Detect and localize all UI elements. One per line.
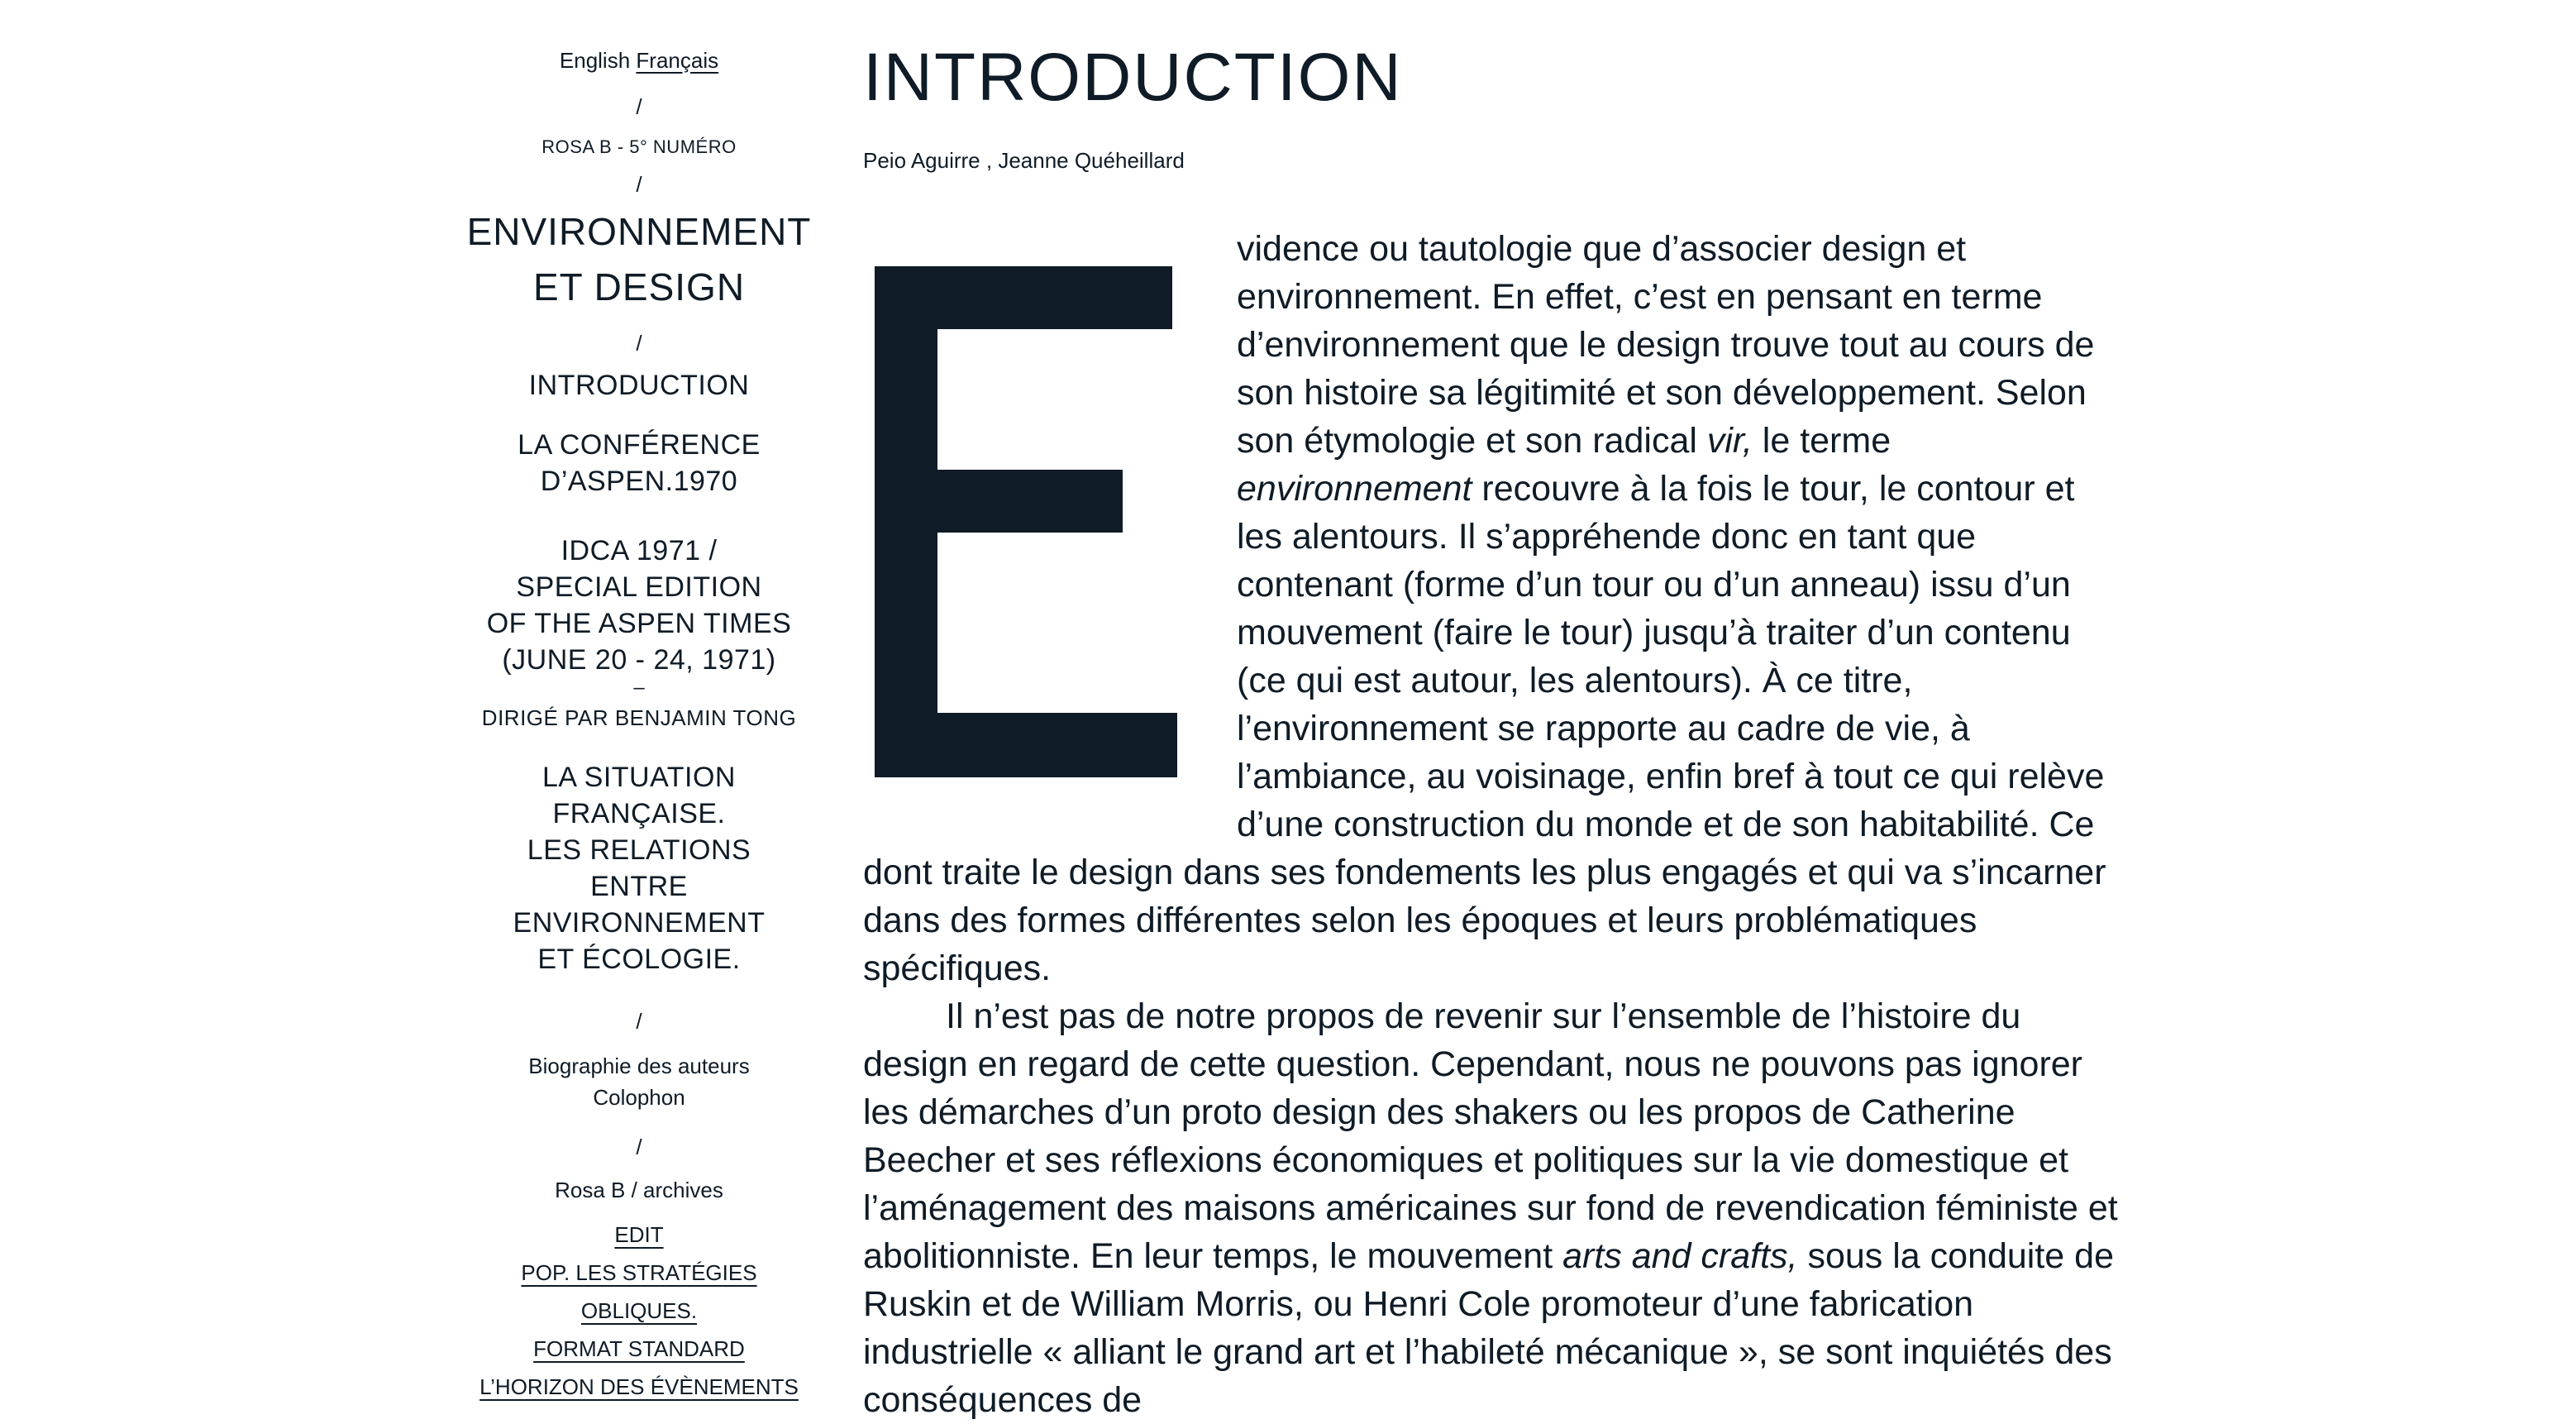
dropcap [863, 228, 1199, 814]
issue-meta: ROSA B - 5° NUMÉRO [541, 136, 737, 157]
article-authors: Peio Aguirre , Jeanne Quéheillard [863, 148, 1185, 173]
nav-item-idca[interactable] [463, 533, 815, 678]
separator: / [636, 94, 642, 119]
nav-item-label: ENTRE [590, 871, 688, 902]
nav-item-label: LA CONFÉRENCE [518, 429, 761, 461]
issue-title-line: ENVIRONNEMENT [466, 210, 812, 253]
nav-item-label: FRANÇAISE. [552, 798, 726, 829]
separator: / [636, 331, 642, 356]
other-issues-list [463, 1216, 815, 1406]
nav-item-label: OF THE ASPEN TIMES [486, 608, 792, 639]
bio-link[interactable]: Biographie des auteurs [528, 1054, 750, 1078]
nav-item-label: ET ÉCOLOGIE. [537, 944, 741, 975]
paragraph: vidence ou tautologie que d’associer design et environnement. En effet, c’est en pensant en terme d’environnement que le design trouve tout au cours de son histoire sa légitimité et son développement. Selon son étymologie et son radical vir, le terme environnement recouvre à la fois le tour, le contour et les alentours. Il s’appréhende donc en tant que contenant (forme d’un tour ou d’un anneau) issu d’un mouvement (faire le tour) jusqu’à traiter d’un contenu (ce qui est autour, les alentours). À ce titre, l’environnement se rapporte au cadre de vie, à l’ambiance, au voisinage, enfin bref à tout ce qui relève d’une construction du monde et de son habitabilité. Ce dont traite le design dans ses fondements les plus engagés et qui va s’incarner dans des formes différentes selon les époques et leurs problématiques spécifiques. [863, 229, 2106, 988]
article [863, 38, 2120, 1424]
separator: / [636, 1135, 642, 1159]
issue-link-label: FORMAT STANDARD [533, 1336, 745, 1361]
separator: / [636, 1009, 642, 1034]
nav-item-conference[interactable] [463, 427, 815, 499]
issue-link-label: POP. LES STRATÉGIES OBLIQUES. [521, 1260, 757, 1323]
article-body [863, 225, 2120, 1424]
sidebar [463, 41, 815, 1406]
issue-title-line: ET DESIGN [532, 265, 746, 308]
lang-francais-link[interactable]: Français [636, 48, 719, 73]
colophon-link[interactable]: Colophon [593, 1085, 685, 1110]
issue-link-horizon[interactable] [463, 1368, 815, 1406]
separator: / [636, 172, 642, 197]
article-title: INTRODUCTION [863, 40, 1403, 115]
archives-link[interactable]: Rosa B / archives [555, 1178, 723, 1202]
issue-link-format[interactable] [463, 1330, 815, 1368]
nav-item-label: LES RELATIONS [527, 834, 751, 866]
nav-item-label: D’ASPEN.1970 [540, 466, 738, 497]
paragraph: Il n’est pas de notre propos de revenir sur l’ensemble de l’histoire du design en regard de cette question. Cependant, nous ne pouvons pas ignorer les démarches d’un proto design des shakers ou les propos de Catherine Beecher et ses réflexions économiques et politiques sur la vie domestique et l’aménagement des maisons américaines sur fond de revendication féministe et abolitionniste. En leur temps, le mouvement arts and crafts, sous la conduite de Ruskin et de William Morris, ou Henri Cole promoteur d’une fabrication industrielle « alliant le grand art et l’habileté mécanique », se sont inquiétés des conséquences de [863, 996, 2118, 1420]
language-switcher [463, 41, 815, 79]
nav-dash: – [633, 676, 645, 699]
nav-item-label: LA SITUATION [542, 762, 736, 793]
dropcap-letter-e [863, 228, 1199, 814]
issue-link-label: L’HORIZON DES ÉVÈNEMENTS [479, 1374, 799, 1399]
nav-item-label: ENVIRONNEMENT [513, 907, 766, 939]
nav-item-situation[interactable] [463, 759, 815, 977]
nav-item-introduction[interactable]: INTRODUCTION [528, 370, 750, 401]
nav-item-label: SPECIAL EDITION [516, 571, 762, 603]
issue-title [463, 200, 815, 319]
nav-subitem-tong[interactable]: DIRIGÉ PAR BENJAMIN TONG [481, 705, 797, 730]
nav-item-label: (JUNE 20 - 24, 1971) [502, 644, 776, 676]
nav-item-label: IDCA 1971 / [561, 535, 718, 566]
lang-english-link[interactable]: English [559, 48, 631, 73]
issue-link-label: EDIT [614, 1222, 664, 1247]
issue-link-pop[interactable] [463, 1254, 815, 1330]
issue-link-edit[interactable] [463, 1216, 815, 1254]
